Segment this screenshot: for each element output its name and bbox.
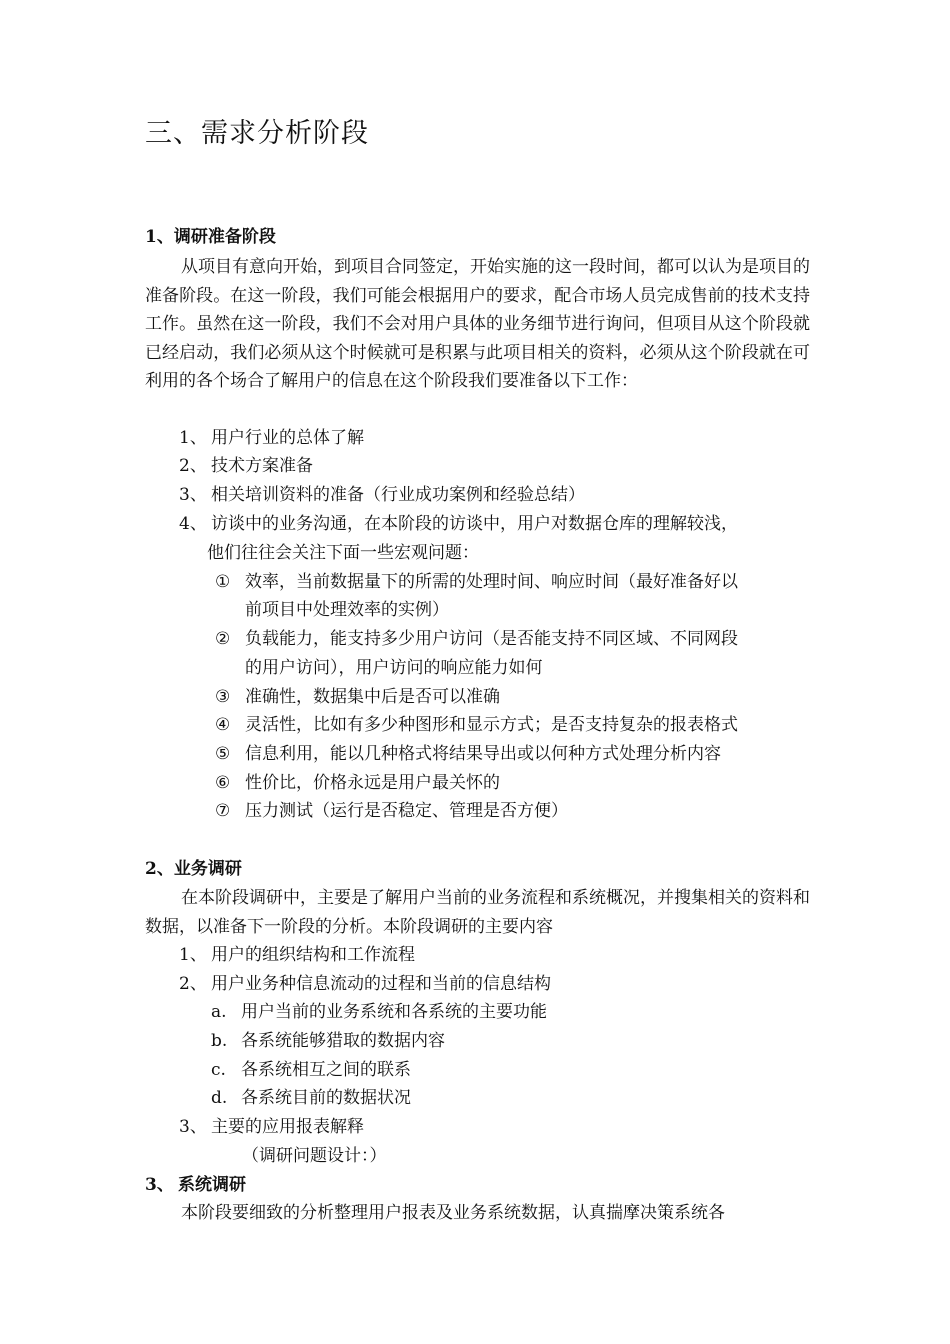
sub-list-item-continuation: 的用户访问），用户访问的响应能力如何 <box>245 658 543 678</box>
sub-list-item-text: 性价比，价格永远是用户最关怀的 <box>245 773 500 793</box>
list-item <box>179 970 551 998</box>
sub-list-item-text: 信息利用，能以几种格式将结果导出或以何种方式处理分析内容 <box>245 744 721 764</box>
list-item-text: 用户的组织结构和工作流程 <box>211 945 415 965</box>
list-item-number: 3、 <box>179 1117 207 1137</box>
sub-list-item <box>215 769 500 797</box>
sub-list-item-text: 各系统能够猎取的数据内容 <box>241 1031 445 1051</box>
list-item <box>179 452 313 480</box>
list-item-number: 2、 <box>179 974 207 994</box>
sub-list-item-text: 各系统目前的数据状况 <box>241 1088 411 1108</box>
sub-list-item <box>211 1027 445 1055</box>
page-title: 三、需求分析阶段 <box>145 118 369 149</box>
list-item-number: 1、 <box>179 945 207 965</box>
section-1-heading: 1、调研准备阶段 <box>145 227 276 247</box>
list-item <box>179 424 364 452</box>
list-item-number: 2、 <box>179 456 207 476</box>
sub-list-item <box>215 683 500 711</box>
sub-list-item <box>211 1056 411 1084</box>
section-3-title: 系统调研 <box>178 1175 246 1195</box>
sub-list-item-text: 用户当前的业务系统和各系统的主要功能 <box>241 1002 547 1022</box>
section-1-paragraph: 从项目有意向开始，到项目合同签定，开始实施的这一段时间，都可以认为是项目的准备阶段。在这一阶段，我们可能会根据用户的要求，配合市场人员完成售前的技术支持工作。虽然在这一阶段，我们不会对用户具体的业务细节进行询问，但项目从这个阶段就已经启动，我们必须从这个时候就可是积累与此项目相关的资料，必须从这个阶段就在可利用的各个场合了解用户的信息在这个阶段我们要准备以下工作： <box>145 257 810 392</box>
list-item-number: 1、 <box>179 428 207 448</box>
sub-list-item-number: ④ <box>215 715 231 735</box>
sub-list-item-number: ⑦ <box>215 801 231 821</box>
list-item-continuation: 他们往往会关注下面一些宏观问题： <box>207 543 479 563</box>
sub-list-item <box>215 711 738 739</box>
sub-list-item-letter: a. <box>211 1002 227 1022</box>
sub-list-item-letter: d. <box>211 1088 228 1108</box>
sub-list-item-continuation: 前项目中处理效率的实例） <box>245 600 449 620</box>
sub-list-item-letter: c. <box>211 1060 226 1080</box>
list-item-text: 用户行业的总体了解 <box>211 428 364 448</box>
sub-list-item <box>215 625 738 653</box>
sub-list-item-text: 灵活性，比如有多少种图形和显示方式；是否支持复杂的报表格式 <box>245 715 738 735</box>
list-item-text: 相关培训资料的准备（行业成功案例和经验总结） <box>211 485 585 505</box>
sub-list-item <box>211 1084 411 1112</box>
section-2-paragraph: 在本阶段调研中，主要是了解用户当前的业务流程和系统概况，并搜集相关的资料和数据，以准备下一阶段的分析。本阶段调研的主要内容 <box>145 888 810 937</box>
sub-list-item-number: ⑤ <box>215 744 231 764</box>
sub-list-item-number: ③ <box>215 687 231 707</box>
sub-list-item <box>215 797 568 825</box>
section-3-paragraph: 本阶段要细致的分析整理用户报表及业务系统数据，认真揣摩决策系统各 <box>181 1203 725 1223</box>
sub-list-item-text: 效率，当前数据量下的所需的处理时间、响应时间（最好准备好以 <box>245 572 738 592</box>
list-item-text: 访谈中的业务沟通，在本阶段的访谈中，用户对数据仓库的理解较浅， <box>211 514 738 534</box>
list-item <box>179 941 415 969</box>
sub-list-item <box>211 998 547 1026</box>
list-item-text: 主要的应用报表解释 <box>211 1117 364 1137</box>
sub-list-item-number: ② <box>215 629 231 649</box>
section-2-heading: 2、业务调研 <box>145 859 242 879</box>
sub-list-item-letter: b. <box>211 1031 228 1051</box>
list-item-text: 技术方案准备 <box>211 456 313 476</box>
list-item <box>179 510 738 538</box>
survey-note: （调研问题设计：） <box>242 1146 387 1166</box>
sub-list-item-text: 准确性，数据集中后是否可以准确 <box>245 687 500 707</box>
section-3-heading <box>145 1171 246 1199</box>
sub-list-item-number: ① <box>215 572 231 592</box>
list-item-number: 4、 <box>179 514 207 534</box>
sub-list-item-text: 压力测试（运行是否稳定、管理是否方便） <box>245 801 568 821</box>
sub-list-item-text: 负载能力，能支持多少用户访问（是否能支持不同区域、不同网段 <box>245 629 738 649</box>
list-item <box>179 481 585 509</box>
sub-list-item-text: 各系统相互之间的联系 <box>241 1060 411 1080</box>
section-3-number: 3、 <box>145 1175 174 1195</box>
sub-list-item-number: ⑥ <box>215 773 231 793</box>
list-item <box>179 1113 364 1141</box>
sub-list-item <box>215 568 738 596</box>
sub-list-item <box>215 740 721 768</box>
list-item-text: 用户业务种信息流动的过程和当前的信息结构 <box>211 974 551 994</box>
list-item-number: 3、 <box>179 485 207 505</box>
